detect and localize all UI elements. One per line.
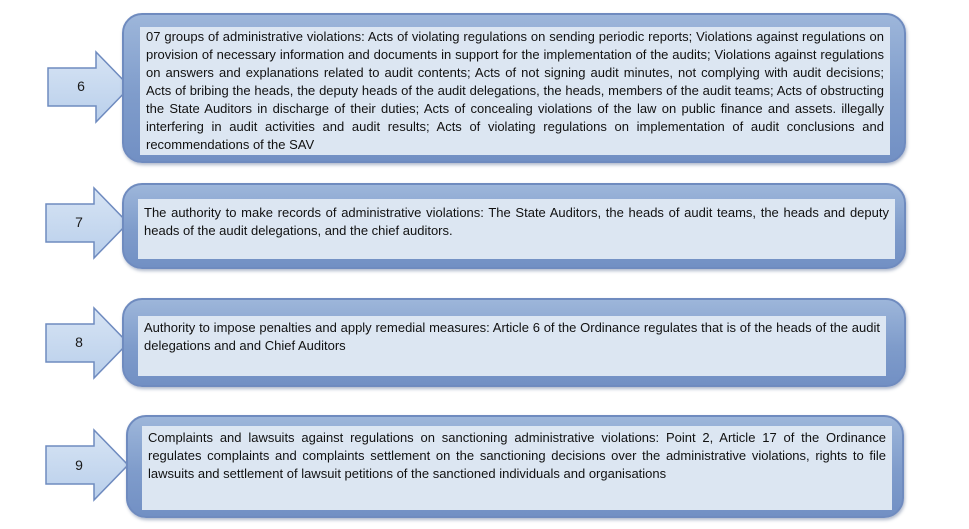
step-6-text: 07 groups of administrative violations: Acts of violating regulations on sending periodic reports; Violations against regulations on provision of necessary information and documents in support for the implementation of the audits; Violations against regulations on answers and explanations related to audit contents; Acts of not signing audit minutes, not complying with audit decisions; Acts of bribing the heads, the deputy heads of the audit delegations, the heads, members of the audit teams; Acts of obstructing the State Auditors in discharge of their duties; Acts of concealing violations of the law on public finance and assets. illegally interfering in audit activities and audit results; Acts of violating regulations on implementation of audit conclusions and recommendations of the SAV bbox=[140, 27, 890, 155]
step-8-text: Authority to impose penalties and apply remedial measures: Article 6 of the Ordinance regulates that is of the heads of the audit delegations and and Chief Auditors bbox=[138, 316, 886, 376]
step-9-arrow bbox=[44, 428, 130, 502]
step-6-arrow bbox=[46, 50, 132, 124]
step-number: 9 bbox=[75, 457, 83, 473]
step-8-frame bbox=[122, 298, 906, 387]
step-7-text: The authority to make records of administrative violations: The State Auditors, the heads of audit teams, the heads and deputy heads of the audit delegations, and the chief auditors. bbox=[138, 199, 895, 259]
step-8-arrow bbox=[44, 306, 130, 380]
step-number: 7 bbox=[75, 214, 83, 230]
step-number: 8 bbox=[75, 334, 83, 350]
step-7-arrow bbox=[44, 186, 130, 260]
step-6-frame bbox=[122, 13, 906, 163]
step-number: 6 bbox=[77, 78, 85, 94]
step-9-text: Complaints and lawsuits against regulations on sanctioning administrative violations: Point 2, Article 17 of the Ordinance regulates complaints and complaints settlement on the sanctioning decisions over the administrative violations, rights to file lawsuits and settlement of lawsuit petitions of the sanctioned individuals and organisations bbox=[142, 426, 892, 510]
step-7-frame bbox=[122, 183, 906, 269]
step-9-frame bbox=[126, 415, 904, 518]
